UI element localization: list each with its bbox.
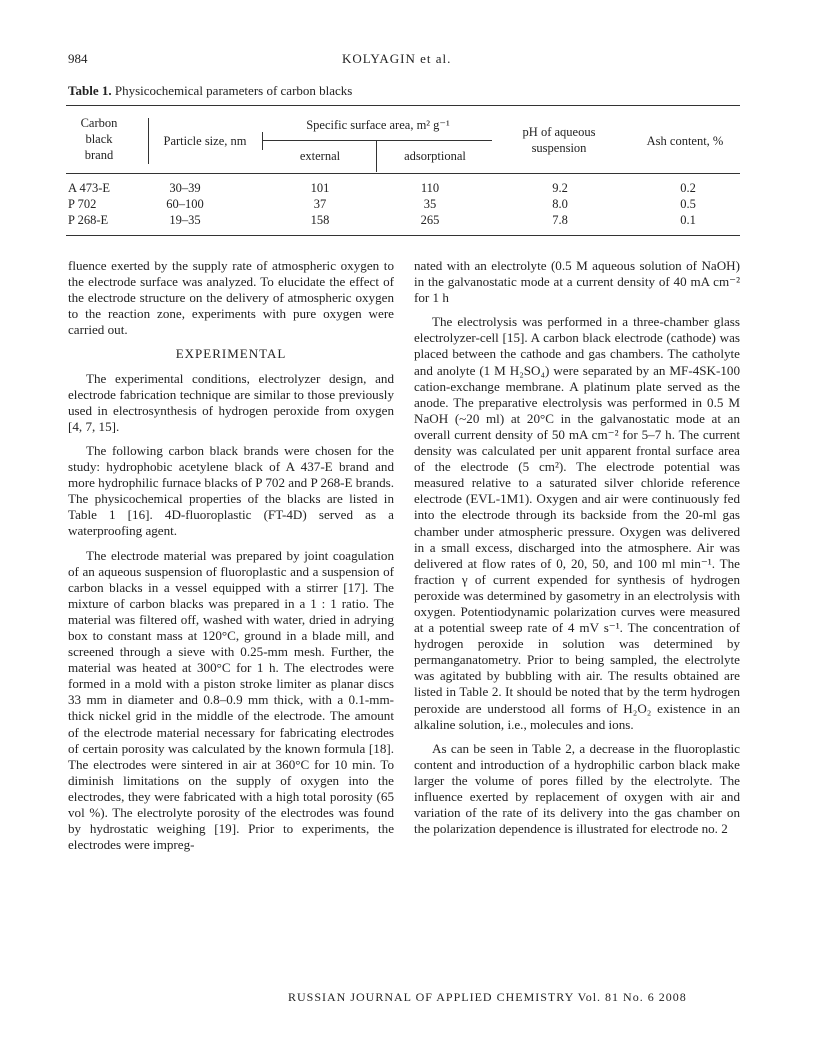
cell-brand: P 702 <box>68 197 97 211</box>
paragraph: The experimental conditions, electrolyzer design, and electrode fabrication technique are similar to those previously used in electrosynthesis of hydrogen peroxide from oxygen [4, 7, 15]. <box>68 370 394 434</box>
cell-external: 158 <box>310 213 330 227</box>
table-caption <box>68 83 352 99</box>
cell-ph: 7.8 <box>552 213 568 227</box>
cell-ph: 8.0 <box>552 197 568 211</box>
table-header-rule <box>66 173 740 174</box>
cell-external: 37 <box>313 197 327 211</box>
table-subheader-rule <box>262 140 492 141</box>
col-header-ash: Ash content, % <box>646 134 724 148</box>
cell-size: 60–100 <box>166 197 204 211</box>
col-header-line: black <box>85 132 113 146</box>
cell-size: 30–39 <box>169 181 201 195</box>
cell-adsorptional: 265 <box>420 213 440 227</box>
col-header-surface-area: Specific surface area, m² g⁻¹ <box>306 118 450 132</box>
col-header-line: pH of aqueous <box>522 125 596 139</box>
cell-adsorptional: 35 <box>423 197 437 211</box>
cell-size: 19–35 <box>169 213 201 227</box>
cell-adsorptional: 110 <box>420 181 440 195</box>
running-head: KOLYAGIN et al. <box>342 51 452 66</box>
paragraph: The electrolysis was performed in a three-chamber glass electrolyzer-cell [15]. A carbon black electrode (cathode) was placed between the cathode and gas chambers. The catholyte and anolyte (1 M H₂SO₄) were separated by an MF-4SK-100 cation-exchange membrane. A platinum plate served as the anode. The preparative electrolysis was performed in 0.5 M NaOH (~20 ml) at 20°C in the galvanostatic mode at an overall current density of 50 mA cm⁻² for 5–7 h. The current density was calculated per unit apparent frontal surface area of the electrode (5 cm²). The electrode potential was measured relative to a saturated silver chloride reference electrode (EVL-1M1). Oxygen and air were continuously fed into the electrode through its backside from the 20-ml gas chamber under atmospheric pressure. Oxygen was delivered in a small excess, discharged into the atmosphere. Air was delivered at flow rates of 0, 20, 50, and 100 ml min⁻¹. The fraction γ of current expended for synthesis of hydrogen peroxide was determined by gasometry in an electrolysis with oxygen. Potentiodynamic polarization curves were measured at a potential sweep rate of 4 mV s⁻¹. The concentration of hydrogen peroxide in solution was determined by permanganatometry. Prior to being sampled, the electrolyte was agitated by bubbling with air. The results obtained are listed in Table 2. It should be noted that by the term hydrogen peroxide are understood all forms of H₂O₂ existence in an alkaline solution, i.e., molecules and ions. <box>414 314 740 732</box>
col-header-adsorptional: adsorptional <box>404 149 466 163</box>
table-label: Table 1. <box>68 83 112 98</box>
col-header-line: suspension <box>531 141 587 155</box>
table-caption-text: Physicochemical parameters of carbon blacks <box>114 83 353 98</box>
paragraph: The electrode material was prepared by joint coagulation of an aqueous suspension of fluoroplastic and a suspension of carbon blacks in a vessel equipped with a stirrer [17]. The mixture of carbon blacks was prepared in a 1 : 1 ratio. The material was filtered off, washed with water, dried in adrying box to constant mass at 120°C, ground in a blade mill, and screened through a sieve with 0.25-mm mesh. Further, the material was heated at 300°C for 1 h. The electrodes were formed in a mold with a piston stroke limiter as planar discs 33 mm in diameter and 0.8–0.9 mm thick, with a 0.1-mm-thick nickel grid in the middle of the electrode. The amount of the electrode material necessary for fabricating electrodes of certain porosity was calculated by the known formula [18]. The electrodes were sintered in air at 360°C for 10 min. To diminish limitations on the supply of oxygen into the electrodes, they were fabricated with a high total porosity (65 vol %). The electrolyte porosity of the electrodes was found by hydrostatic weighing [19]. Prior to experiments, the electrodes were impreg- <box>68 547 394 853</box>
paragraph: nated with an electrolyte (0.5 M aqueous solution of NaOH) in the galvanostatic mode at a current density of 40 mA cm⁻² for 1 h <box>414 258 740 306</box>
section-heading: EXPERIMENTAL <box>175 346 287 362</box>
paragraph: As can be seen in Table 2, a decrease in the fluoroplastic content and introduction of a hydrophilic carbon black make larger the volume of pores filled by the electrolyte. The influence exerted by replacement of oxygen with air and variation of the rate of its delivery into the gas chamber on the polarization dependence is illustrated for electrode no. 2 <box>414 740 740 837</box>
cell-ash: 0.1 <box>680 213 696 227</box>
col-header-external: external <box>299 149 341 163</box>
col-header-particle-size: Particle size, nm <box>163 134 247 148</box>
cell-brand: A 473-E <box>68 181 111 195</box>
col-header-line: brand <box>84 148 114 162</box>
paragraph: fluence exerted by the supply rate of atmospheric oxygen to the electrode surface was analyzed. To elucidate the effect of the electrode structure on the delivery of atmospheric oxygen to the reaction zone, experiments with pure oxygen were carried out. <box>68 258 394 338</box>
col-header-ph <box>500 124 618 156</box>
table-divider <box>262 132 263 150</box>
right-column <box>414 258 740 845</box>
cell-brand: P 268-E <box>68 213 109 227</box>
table-top-rule <box>66 105 740 106</box>
left-column <box>68 258 394 861</box>
journal-footer: RUSSIAN JOURNAL OF APPLIED CHEMISTRY Vol. 81 No. 6 2008 <box>288 990 687 1004</box>
paragraph: The following carbon black brands were chosen for the study: hydrophobic acetylene black of A 437-E brand and more hydrophilic furnace blacks of P 702 and P 268-E brands. The physicochemical properties of the blacks are listed in Table 1 [16]. 4D-fluoroplastic (FT-4D) served as a waterproofing agent. <box>68 442 394 539</box>
col-header-brand <box>68 115 130 163</box>
page-number: 984 <box>68 51 88 66</box>
table-divider <box>148 118 149 164</box>
cell-ph: 9.2 <box>552 181 568 195</box>
col-header-line: Carbon <box>80 116 118 130</box>
cell-external: 101 <box>310 181 330 195</box>
cell-ash: 0.2 <box>680 181 696 195</box>
cell-ash: 0.5 <box>680 197 696 211</box>
table-divider <box>376 140 377 172</box>
table-bottom-rule <box>66 235 740 236</box>
